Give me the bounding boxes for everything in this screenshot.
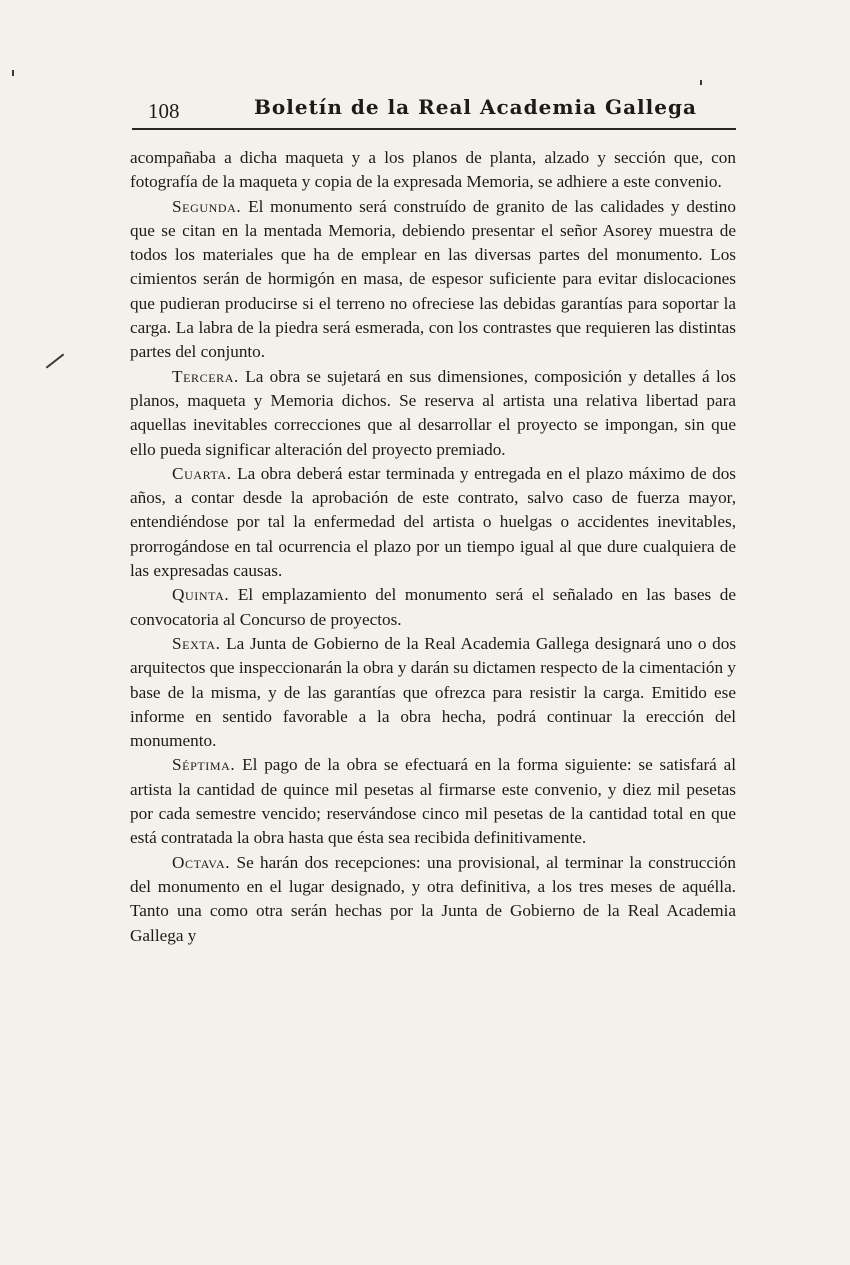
clause-heading: Quinta. xyxy=(172,585,230,605)
clause-text: Se harán dos recepciones: una provisional, al terminar la construcción del monumento en el lugar designado, y otra definitiva, a los tres meses de aquélla. Tanto una como otra serán hechas por la Junta de Gobierno de la Real Academia Gallega y xyxy=(130,852,736,945)
running-header xyxy=(132,95,734,129)
clause-segunda xyxy=(130,195,736,365)
clause-heading: Cuarta. xyxy=(172,463,232,483)
clause-sexta xyxy=(130,632,736,753)
paragraph-text: acompañaba a dicha maqueta y a los planos de planta, alzado y sección que, con fotografía de la maqueta y copia de la expresada Memoria, se adhiere a este convenio. xyxy=(130,148,736,192)
clause-heading: Octava. xyxy=(172,852,231,872)
clause-text: La Junta de Gobierno de la Real Academia Gallega designará uno o dos arquitectos que inspeccionarán la obra y darán su dictamen respecto de la cimentación y base de la misma, y de las garantías que ofrezca para resistir la carga. Emitido ese informe en sentido favorable a la obra hecha, podrá continuar la erección del monumento. xyxy=(130,633,737,751)
clause-heading: Tercera. xyxy=(172,366,239,386)
clause-heading: Segunda. xyxy=(172,196,242,216)
clause-cuarta xyxy=(130,462,736,583)
clause-heading: Sexta. xyxy=(172,633,221,653)
clause-heading: Séptima. xyxy=(172,755,236,775)
clause-tercera xyxy=(130,365,736,462)
clause-text: El pago de la obra se efectuará en la forma siguiente: se satisfará al artista la cantidad de quince mil pesetas al firmarse este convenio, y diez mil pesetas por cada semestre vencido; reservándose cinco mil pesetas de la cantidad total en que está contratada la obra hasta que ésta sea recibida definitivamente. xyxy=(130,755,736,848)
clause-quinta xyxy=(130,583,736,632)
scan-speck xyxy=(700,80,702,85)
clause-text: La obra deberá estar terminada y entregada en el plazo máximo de dos años, a contar desde la aprobación de este contrato, salvo caso de fuerza mayor, entendiéndose por tal la enfermedad del artista o huelgas o accidentes inevitables, prorrogándose en tal ocurrencia el plazo por un tiempo igual al que dure cualquiera de las expresadas causas. xyxy=(130,463,736,581)
scan-speck xyxy=(46,353,65,368)
header-rule xyxy=(132,128,736,130)
body-text xyxy=(130,146,736,948)
clause-octava xyxy=(130,851,736,948)
page-number: 108 xyxy=(148,99,180,123)
clause-text: El monumento será construído de granito de las calidades y destino que se citan en la mentada Memoria, debiendo presentar el señor Asorey muestra de todos los materiales que ha de emplear en las diversas partes del monumento. Los cimientos serán de hormigón en masa, de espesor suficiente para evitar dislocaciones que pudieran producirse si el terreno no ofreciese las debidas garantías para soportar la carga. La labra de la piedra será esmerada, con los contrastes que requieren las distintas partes del conjunto. xyxy=(130,196,736,362)
clause-text: El emplazamiento del monumento será el señalado en las bases de convocatoria al Concurso de proyectos. xyxy=(130,585,737,629)
paragraph-continuation xyxy=(130,146,736,195)
clause-text: La obra se sujetará en sus dimensiones, composición y detalles á los planos, maqueta y Memoria dichos. Se reserva al artista una relativa libertad para aquellas inevitables correcciones que al desarrollar el proyecto se impongan, sin que ello pueda significar alteración del proyecto premiado. xyxy=(130,366,736,459)
clause-septima xyxy=(130,753,736,850)
journal-title: Boletín de la Real Academia Gallega xyxy=(254,95,697,119)
scan-speck xyxy=(12,70,14,76)
